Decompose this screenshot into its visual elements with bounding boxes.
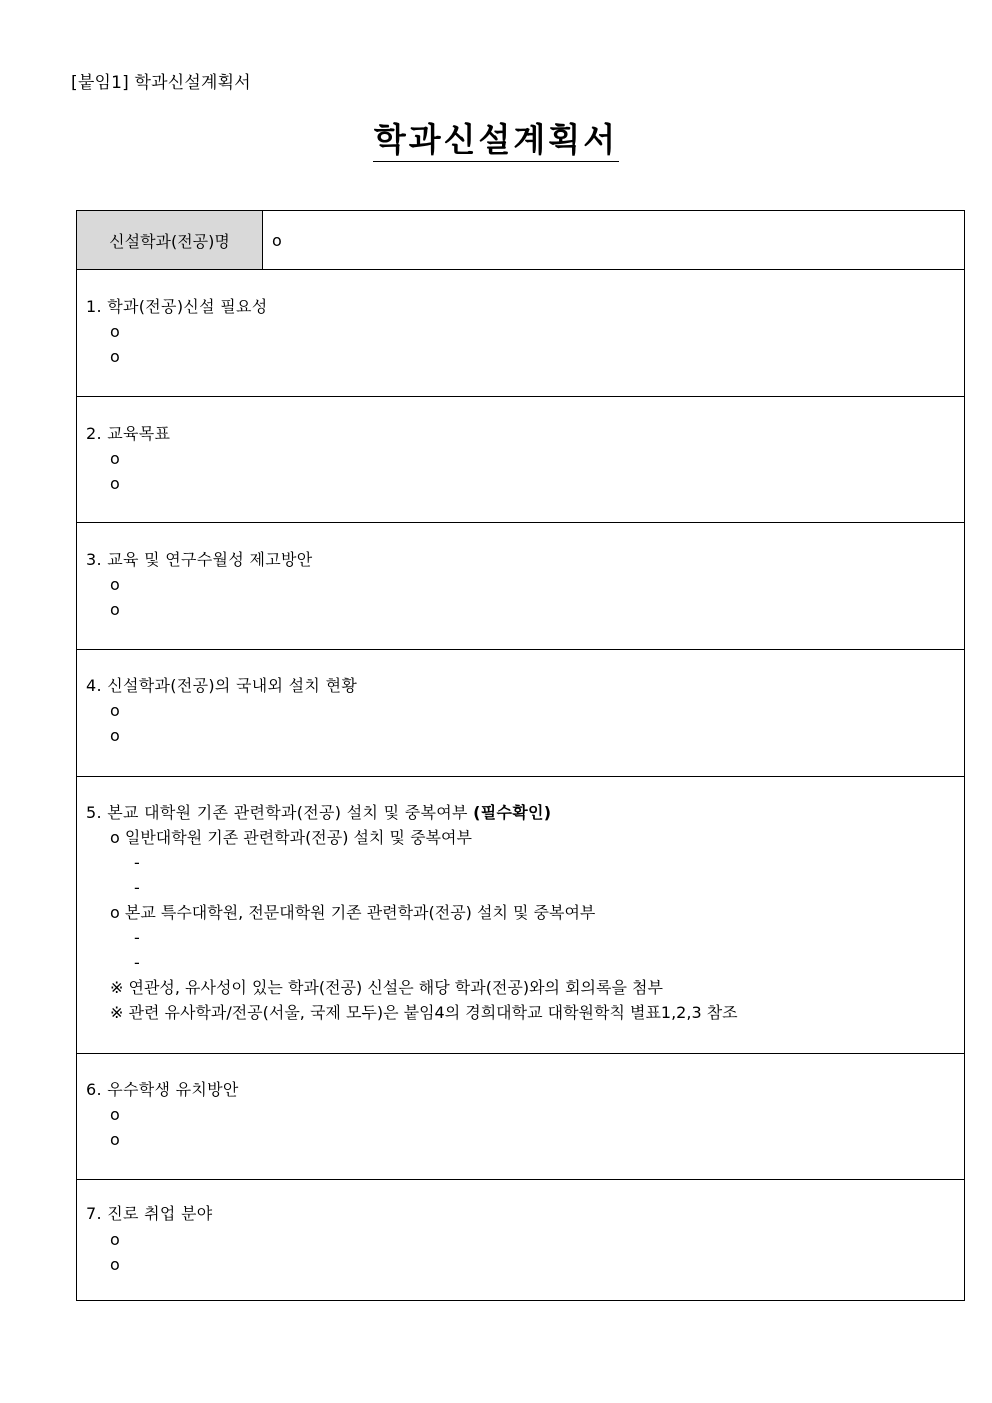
dash-item[interactable]: - [134,853,140,872]
section-career-fields [77,1180,964,1300]
section-domestic-foreign-status [77,650,964,777]
bullet-item[interactable]: o [110,600,120,619]
dash-item[interactable]: - [134,953,140,972]
department-name-label: 신설학과(전공)명 [77,211,263,269]
section-duplication-check [77,777,964,1054]
bullet-item[interactable]: o [110,1230,120,1249]
required-check-label: (필수확인) [473,803,552,822]
section-excellence-plan [77,523,964,650]
special-grad-school-item[interactable]: o 본교 특수대학원, 전문대학원 기존 관련학과(전공) 설치 및 중복여부 [110,903,596,922]
document-title-wrapper [0,119,992,162]
bullet-item[interactable]: o [110,1130,120,1149]
section-heading [86,803,551,823]
bullet-item[interactable]: o [110,474,120,493]
note-minutes-attachment: ※ 연관성, 유사성이 있는 학과(전공) 신설은 해당 학과(전공)와의 회의록을 첨부 [110,978,663,997]
section-necessity [77,270,964,397]
department-name-row [77,211,964,270]
dash-item[interactable]: - [134,928,140,947]
bullet-item[interactable]: o [110,1105,120,1124]
general-grad-school-item[interactable]: o 일반대학원 기존 관련학과(전공) 설치 및 중복여부 [110,828,472,847]
bullet-item[interactable]: o [110,575,120,594]
plan-form-table [76,210,965,1301]
note-regulation-reference: ※ 관련 유사학과/전공(서울, 국제 모두)은 붙임4의 경희대학교 대학원학칙 별표1,2,3 참조 [110,1003,738,1022]
section-heading-text: 5. 본교 대학원 기존 관련학과(전공) 설치 및 중복여부 [86,803,474,822]
bullet-item[interactable]: o [110,347,120,366]
section-student-recruitment [77,1054,964,1180]
section-heading: 3. 교육 및 연구수월성 제고방안 [86,550,313,569]
section-heading: 2. 교육목표 [86,424,171,443]
bullet-item[interactable]: o [110,322,120,341]
bullet-item[interactable]: o [110,726,120,745]
document-title: 학과신설계획서 [373,119,619,162]
bullet-item[interactable]: o [110,701,120,720]
section-heading: 1. 학과(전공)신설 필요성 [86,297,268,316]
department-name-field[interactable]: o [272,230,282,250]
dash-item[interactable]: - [134,878,140,897]
section-educational-goals [77,397,964,523]
section-heading: 6. 우수학생 유치방안 [86,1080,239,1099]
attachment-label: [붙임1] 학과신설계획서 [71,73,251,93]
section-heading: 7. 진로 취업 분야 [86,1204,213,1223]
bullet-item[interactable]: o [110,449,120,468]
section-heading: 4. 신설학과(전공)의 국내외 설치 현황 [86,676,358,695]
bullet-item[interactable]: o [110,1255,120,1274]
